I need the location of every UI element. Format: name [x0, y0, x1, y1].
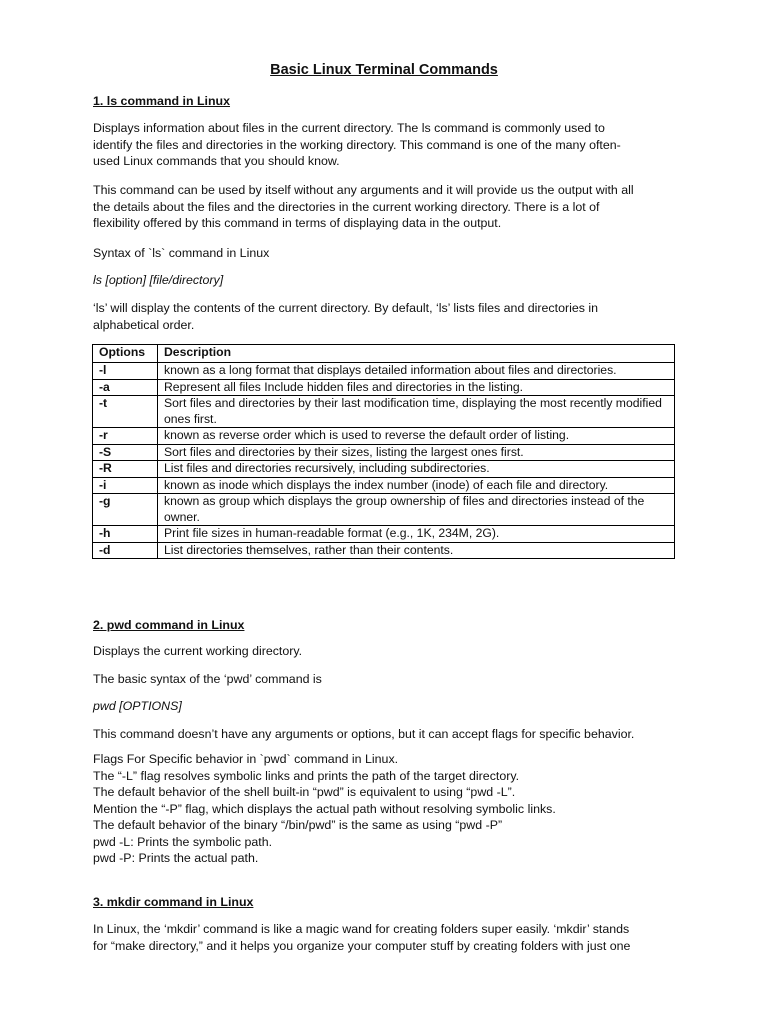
- description-cell: List directories themselves, rather than their contents.: [158, 542, 675, 559]
- ls-syntax: ls [option] [file/directory]: [93, 273, 224, 287]
- table-header-description: Description: [158, 345, 675, 363]
- description-cell: known as inode which displays the index number (inode) of each file and directory.: [158, 477, 675, 494]
- option-cell: -d: [93, 542, 158, 559]
- section-heading-mkdir: 3. mkdir command in Linux: [93, 895, 254, 909]
- description-cell: known as group which displays the group ownership of files and directories instead of the owner.: [158, 494, 675, 526]
- option-cell: -a: [93, 379, 158, 396]
- table-row: [93, 444, 675, 461]
- ls-options-table: [92, 344, 675, 559]
- text-line: used Linux commands that you should know.: [93, 154, 340, 168]
- text-line: for “make directory,” and it helps you organize your computer stuff by creating folders with just one: [93, 938, 631, 953]
- ls-paragraph-3: [93, 300, 598, 333]
- flag-line: Mention the “-P” flag, which displays the actual path without resolving symbolic links.: [93, 801, 556, 816]
- table-row: [93, 363, 675, 380]
- mkdir-paragraph-1: [93, 921, 630, 954]
- section-heading-ls: 1. ls command in Linux: [93, 94, 231, 108]
- flag-line: The default behavior of the binary “/bin/pwd” is the same as using “pwd -P”: [93, 818, 503, 832]
- text-line: alphabetical order.: [93, 317, 195, 332]
- text-line: ‘ls’ will display the contents of the current directory. By default, ‘ls’ lists files and directories in: [93, 301, 599, 315]
- table-header-options: Options: [93, 345, 158, 363]
- table-row: [93, 526, 675, 543]
- description-cell: Sort files and directories by their last modification time, displaying the most recently modified ones first.: [158, 396, 675, 428]
- flag-line: Flags For Specific behavior in `pwd` command in Linux.: [93, 752, 399, 766]
- table-row: [93, 494, 675, 526]
- option-cell: -l: [93, 363, 158, 380]
- option-cell: -R: [93, 461, 158, 478]
- pwd-paragraph-1: Displays the current working directory.: [93, 644, 303, 658]
- pwd-syntax: pwd [OPTIONS]: [93, 699, 182, 713]
- pwd-paragraph-3: This command doesn’t have any arguments or options, but it can accept flags for specific behavior.: [93, 727, 635, 741]
- description-cell: Represent all files Include hidden files and directories in the listing.: [158, 379, 675, 396]
- text-line: flexibility offered by this command in terms of displaying data in the output.: [93, 216, 502, 230]
- option-cell: -S: [93, 444, 158, 461]
- description-cell: List files and directories recursively, including subdirectories.: [158, 461, 675, 478]
- flag-line: The default behavior of the shell built-in “pwd” is equivalent to using “pwd -L”.: [93, 785, 516, 799]
- option-cell: -t: [93, 396, 158, 428]
- option-cell: -g: [93, 494, 158, 526]
- table-row: [93, 461, 675, 478]
- option-cell: -r: [93, 428, 158, 445]
- page-title: Basic Linux Terminal Commands: [270, 62, 498, 78]
- text-line: This command can be used by itself without any arguments and it will provide us the output with all: [93, 183, 634, 197]
- table-row: [93, 428, 675, 445]
- pwd-flags-list: [93, 751, 556, 867]
- text-line: Displays information about files in the current directory. The ls command is commonly used to: [93, 121, 605, 135]
- flag-line: The “-L” flag resolves symbolic links and prints the path of the target directory.: [93, 768, 520, 783]
- option-cell: -h: [93, 526, 158, 543]
- table-row: [93, 396, 675, 428]
- description-cell: Sort files and directories by their sizes, listing the largest ones first.: [158, 444, 675, 461]
- ls-paragraph-1: [93, 120, 621, 170]
- option-cell: -i: [93, 477, 158, 494]
- ls-paragraph-2: [93, 182, 634, 232]
- table-row: [93, 542, 675, 559]
- description-cell: known as reverse order which is used to reverse the default order of listing.: [158, 428, 675, 445]
- description-cell: known as a long format that displays detailed information about files and directories.: [158, 363, 675, 380]
- text-line: In Linux, the ‘mkdir’ command is like a magic wand for creating folders super easily. ‘mkdir’ stands: [93, 922, 630, 936]
- description-cell: Print file sizes in human-readable format (e.g., 1K, 234M, 2G).: [158, 526, 675, 543]
- flag-line: pwd -P: Prints the actual path.: [93, 851, 259, 865]
- flag-line: pwd -L: Prints the symbolic path.: [93, 834, 273, 849]
- ls-syntax-label: Syntax of `ls` command in Linux: [93, 246, 270, 260]
- pwd-paragraph-2: The basic syntax of the ‘pwd’ command is: [93, 672, 322, 686]
- table-row: [93, 477, 675, 494]
- table-header-row: [93, 345, 675, 363]
- table-row: [93, 379, 675, 396]
- text-line: identify the files and directories in the working directory. This command is one of the many often-: [93, 137, 621, 152]
- text-line: the details about the files and the directories in the current working directory. There is a lot of: [93, 199, 600, 214]
- section-heading-pwd: 2. pwd command in Linux: [93, 618, 245, 632]
